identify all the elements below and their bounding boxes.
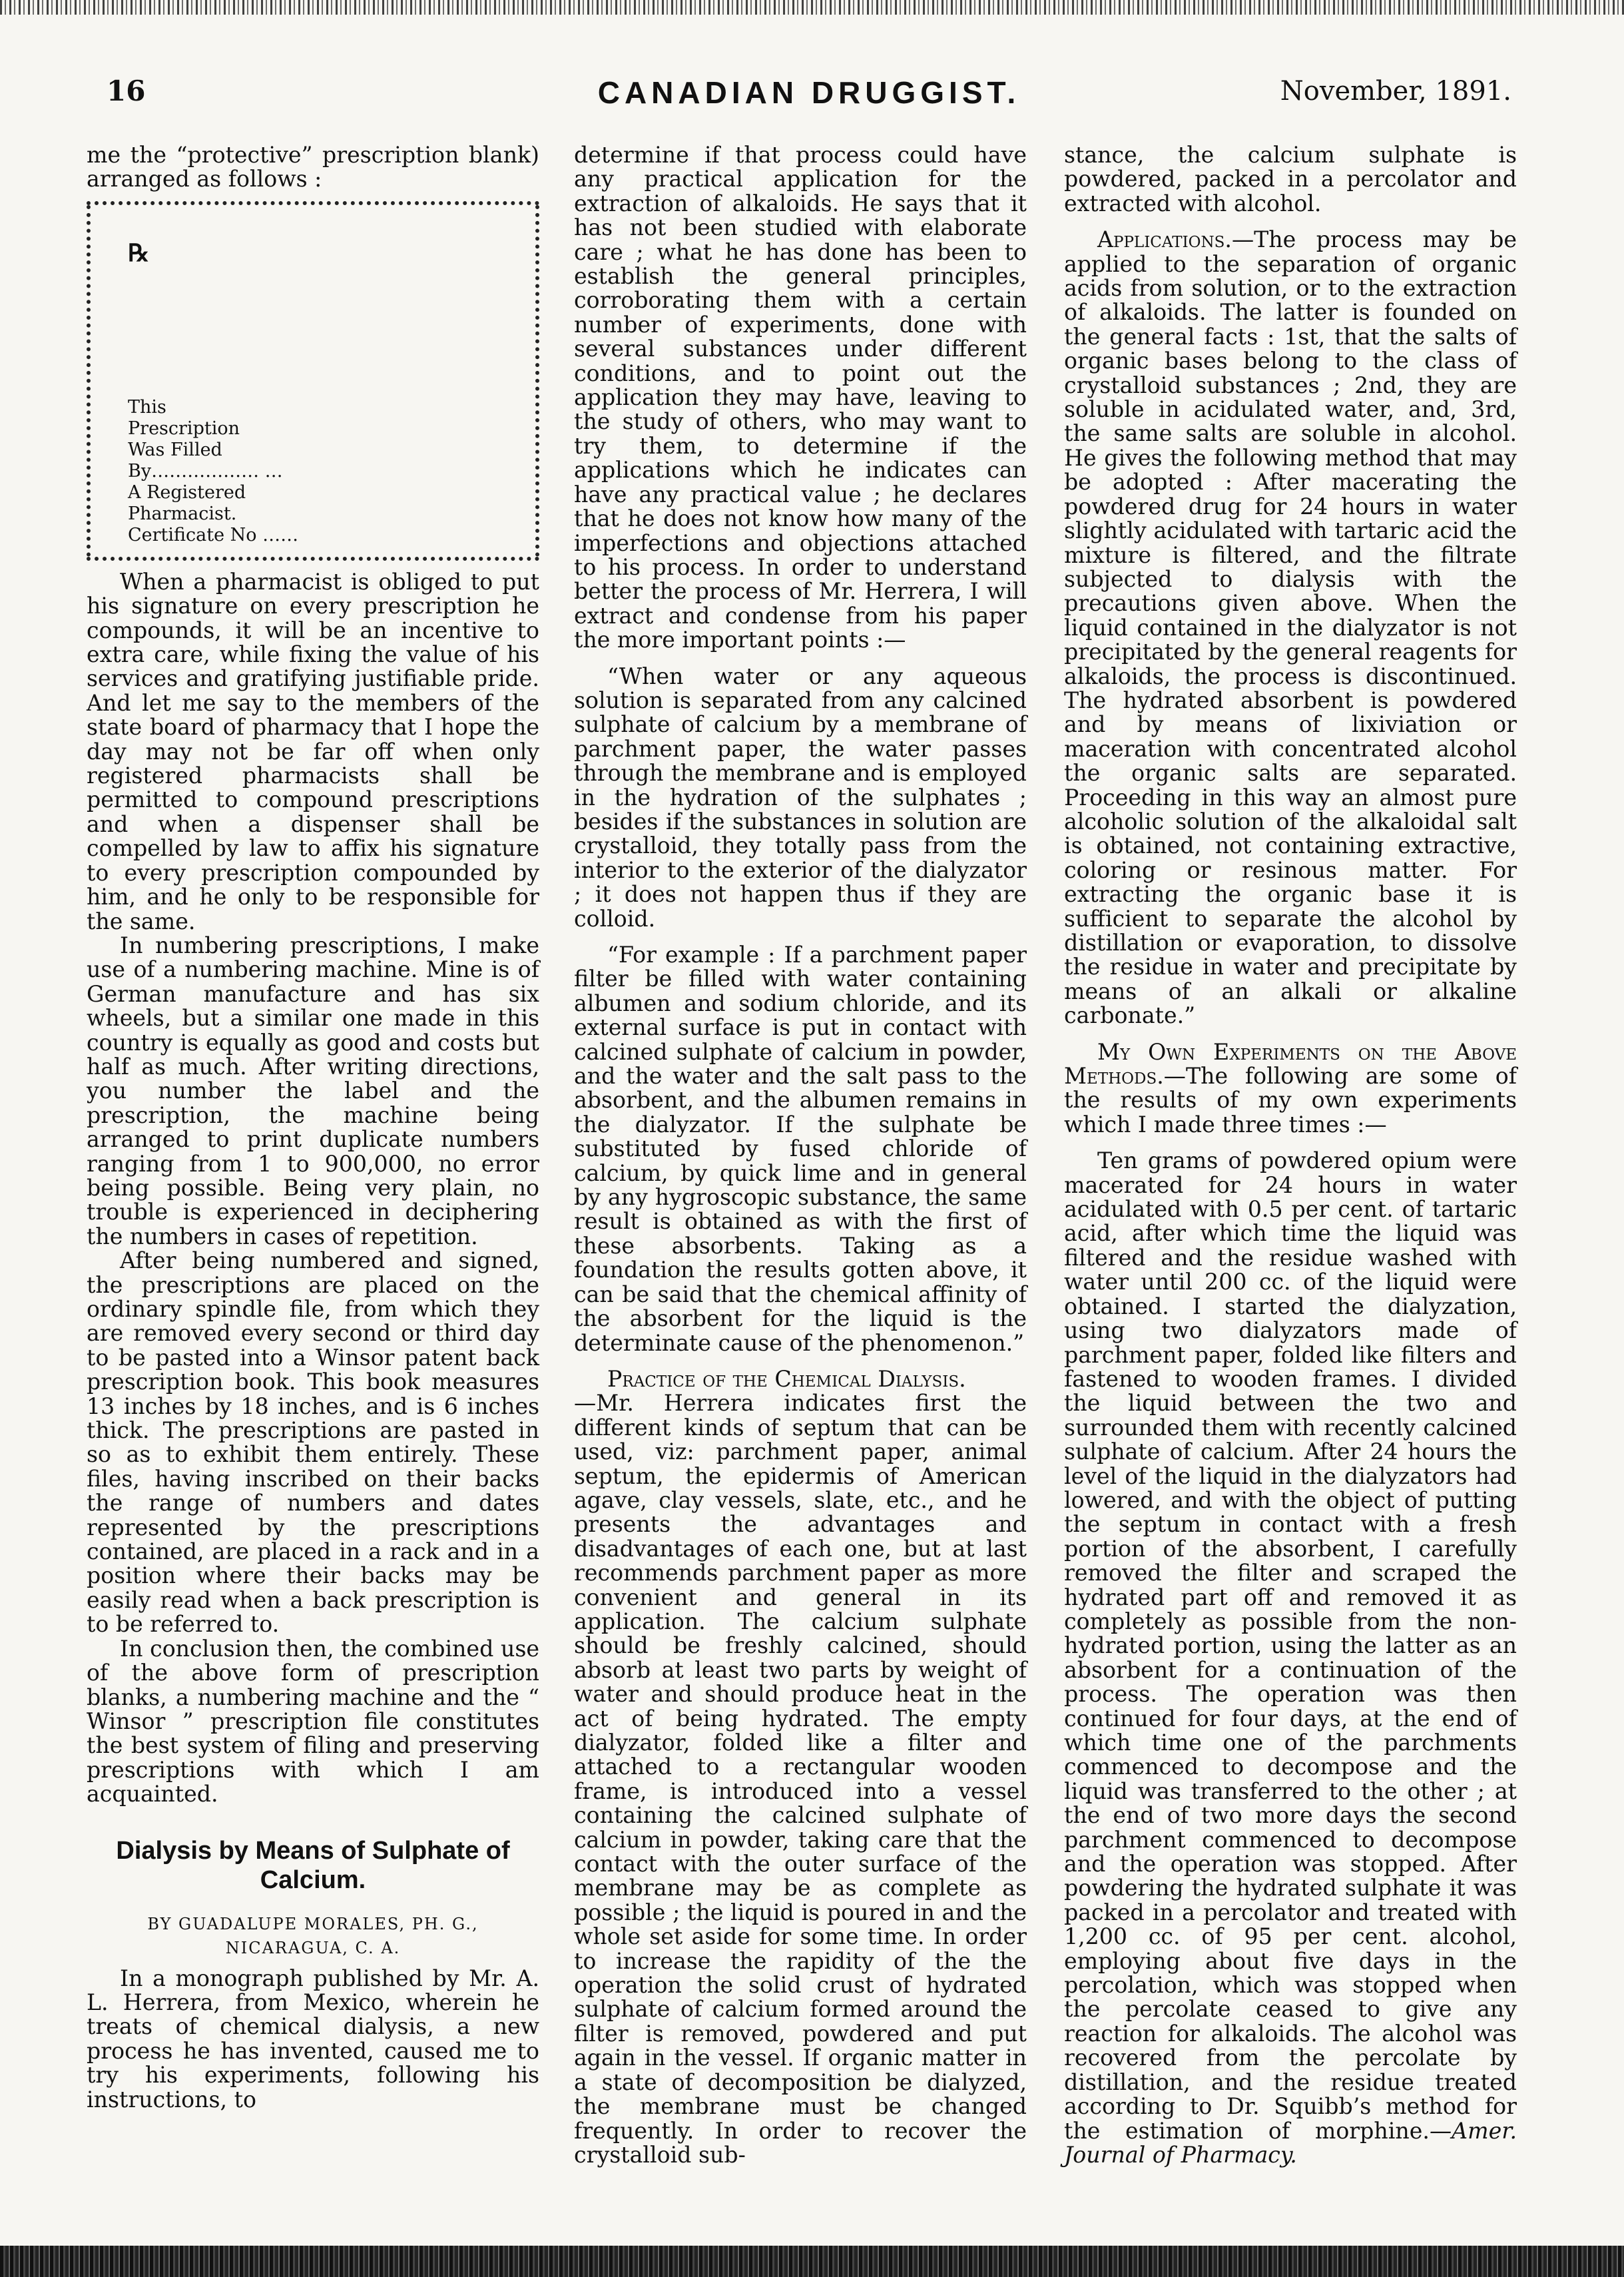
rx-symbol: ℞ [128, 238, 150, 267]
blank-line: This [128, 396, 166, 418]
blank-line: Certificate No …… [128, 524, 299, 545]
page-header [107, 75, 1511, 115]
col1-intro: me the “protective” prescription blank) arranged as follows : [87, 142, 539, 192]
col2-paragraph: determine if that process could have any practical application for the extraction of alkaloids. He says that it has not been studied with elaborate care ; what he has done has been to establish the general principles, corroborating them with a certain number of experiments, done with several substances under different conditions, and to point out the application they may have, leaving to the study of others, who may want to try them, to determine if the applications which he indicates can have any practical value ; he declares that he does not know how many of the imperfections and objections attached to his process. In order to understand better the process of Mr. Herrera, I will extract and condense from his paper the more important points :— [574, 142, 1027, 653]
col1-paragraph: In numbering prescriptions, I make use of a numbering machine. Mine is of German manufacture and has six wheels, but a similar one made in this country is equally as good and costs but half as much. After writing directions, you number the label and the prescription, the machine being arranged to print duplicate numbers ranging from 1 to 900,000, no error being possible. Being very plain, no trouble is experienced in deciphering the numbers in cases of repetition. [87, 932, 539, 1249]
blank-line: Prescription [128, 418, 240, 439]
top-border-rule [0, 0, 1624, 15]
section-heading: My Own Experiments on the Above Methods. [1064, 1038, 1517, 1090]
column-1 [87, 143, 539, 2112]
blank-line: By……………… … [128, 460, 283, 482]
col3-paragraph [1064, 1040, 1517, 1138]
blank-line: Was Filled [128, 439, 222, 460]
col2-paragraph: “When water or any aqueous solution is separated from any calcined sulphate of calcium by a membrane of parchment paper, the water passes through the membrane and is employed in the hydration of the sulphates ; besides if the substances in solution are crystalloid, they totally pass from the interior to the exterior of the dialyzator ; it does not happen thus if they are colloid. [574, 663, 1027, 932]
bottom-border-rule [0, 2246, 1624, 2277]
col3-paragraph-text: Ten grams of powdered opium were macerated for 24 hours in water acidulated with 0.5 per cent. of tartaric acid, after which time the liquid was filtered and the residue washed with water until 200 cc. of the liquid were obtained. I started the dialyzation, using two dialyzators made of parchment paper, folded like filters and fastened to wooden frames. I divided the liquid between the two and surrounded them with recently calcined sulphate of calcium. After 24 hours the level of the liquid in the dialyzators had lowered, and with the object of putting the septum in contact with a fresh portion of the absorbent, I carefully removed the filter and scraped the hydrated part off and removed it as completely as possible from the non-hydrated portion, using the latter as an absorbent for a continuation of the process. The operation was then continued for four days, at the end of which time one of the parchments commenced to decompose and the liquid was transferred to the other ; at the end of two more days the second parchment commenced to decompose and the operation was stopped. After powdering the hydrated sulphate it was packed in a percolator and treated with 1,200 cc. of 95 per cent. alcohol, employing about five days in the percolation, which was stopped when the percolate ceased to give any reaction for alkaloids. The alcohol was recovered from the percolate by distillation, and the residue treated according to Dr. Squibb’s method for the estimation of morphine. [1064, 1147, 1517, 2144]
col1-paragraph: In a monograph published by Mr. A. L. Herrera, from Mexico, wherein he treats of chemical dialysis, a new process he has invented, caused me to try his experiments, following his instructions, to [87, 1965, 539, 2113]
col1-paragraph: When a pharmacist is obliged to put his signature on every prescription he compounds, it will be an incentive to extra care, while fixing the value of his services and gratifying justifiable pride. And let me say to the members of the state board of pharmacy that I hope the day may not be far off when only registered pharmacists shall be permitted to compound prescriptions and when a dispenser shall be compelled by law to affix his signature to every prescription compounded by him, and he only to be responsible for the same. [87, 568, 539, 934]
col1-paragraph: After being numbered and signed, the prescriptions are placed on the ordinary spindle file, from which they are removed every second or third day to be pasted into a Winsor patent back prescription book. This book measures 13 inches by 18 inches, and is 6 inches thick. The prescriptions are pasted in so as to exhibit them entirely. These files, having inscribed on their backs the range of numbers and dates represented by the prescriptions contained, are placed in a rack and in a position where their backs may be easily read when a back prescription is to be referred to. [87, 1247, 539, 1638]
col3-paragraph [1064, 228, 1517, 1028]
col3-paragraph-text: —The following are some of the results of my own experiments which I made three times :— [1064, 1063, 1517, 1138]
prescription-blank-form [87, 201, 539, 561]
blank-line: Pharmacist. [128, 503, 237, 524]
col3-paragraph-text: —The process may be applied to the separation of organic acids from solution, or to the extraction of alkaloids. The latter is founded on the general facts : 1st, that the salts of organic bases belong to the class of crystalloid substances ; 2nd, they are soluble in acidulated water, and, 3rd, the same salts are soluble in alcohol. He gives the following method that may be adopted : After macerating the powdered drug for 24 hours in water slightly acidulated with tartaric acid the mixture is filtered, and the filtrate subjected to dialysis with the precautions given above. When the liquid contained in the dialyzator is not precipitated by the general reagents for alkaloids, the process is discontinued. The hydrated absorbent is powdered and by means of lixiviation or maceration with concentrated alcohol the organic salts are separated. Proceeding in this way an almost pure alcoholic solution of the alkaloidal salt is obtained, not containing extractive, coloring or resinous matter. For extracting the organic base it is sufficient to separate the alcohol by distillation or evaporation, to dissolve the residue in water and precipitate by means of an alkali or alkaline carbonate.” [1064, 226, 1517, 1029]
section-heading: Applications. [1097, 226, 1232, 253]
source-citation: —Amer. Journal of Pharmacy. [1064, 2117, 1517, 2168]
section-heading: Practice of the Chemical Dialysis. [607, 1365, 966, 1392]
column-2 [574, 143, 1027, 2167]
col2-paragraph: “For example : If a parchment paper filter be filled with water containing albumen and sodium chloride, and its external surface is put in contact with calcined sulphate of calcium in powder, and the water and the salt pass to the absorbent, and the albumen remains in the dialyzator. If the sulphate be substituted by fused chloride of calcium, by quick lime and in general by any hygroscopic substance, the same result is obtained as with the first of these absorbents. Taking as a foundation the results gotten above, it can be said that the chemical affinity of the absorbent for the liquid is the determinate cause of the phenomenon.” [574, 942, 1027, 1356]
prescription-blank-lines [128, 397, 298, 546]
col3-paragraph [1064, 1149, 1517, 2167]
article-byline: BY GUADALUPE MORALES, PH. G., NICARAGUA, C. A. [147, 1914, 479, 1957]
issue-date: November, 1891. [1280, 76, 1511, 107]
page-number: 16 [107, 75, 146, 107]
col2-paragraph [574, 1367, 1027, 1391]
article-title: Dialysis by Means of Sulphate of Calcium. [116, 1836, 510, 1894]
journal-title: CANADIAN DRUGGIST. [597, 75, 1021, 110]
blank-line: A Registered [128, 482, 246, 503]
col1-paragraph: In conclusion then, the combined use of the above form of prescription blanks, a numbering machine and the “ Winsor ” prescription file constitutes the best system of filing and preserving prescriptions with which I am acquainted. [87, 1635, 539, 1807]
col2-paragraph: —Mr. Herrera indicates first the different kinds of septum that can be used, viz: parchment paper, animal septum, the epidermis of American agave, clay vessels, slate, etc., and he presents the advantages and disadvantages of each one, but at last recommends parchment paper as more convenient and general in its application. The calcium sulphate should be freshly calcined, should absorb at least two parts by weight of water and should produce heat in the act of being hydrated. The empty dialyzator, folded like a filter and attached to a rectangular wooden frame, is introduced into a vessel containing the calcined sulphate of calcium in powder, taking care that the contact with the outer surface of the membrane may be as complete as possible ; the liquid is poured in and the whole set aside for some time. In order to increase the rapidity of the the operation the solid crust of hydrated sulphate of calcium formed around the filter is removed, powdered and put again in the vessel. If organic matter in a state of decomposition be dialyzed, the membrane must be changed frequently. In order to recover the crystalloid sub- [574, 1390, 1027, 2168]
column-3 [1064, 143, 1517, 2167]
col3-paragraph: stance, the calcium sulphate is powdered, packed in a percolator and extracted with alcohol. [1064, 142, 1517, 216]
